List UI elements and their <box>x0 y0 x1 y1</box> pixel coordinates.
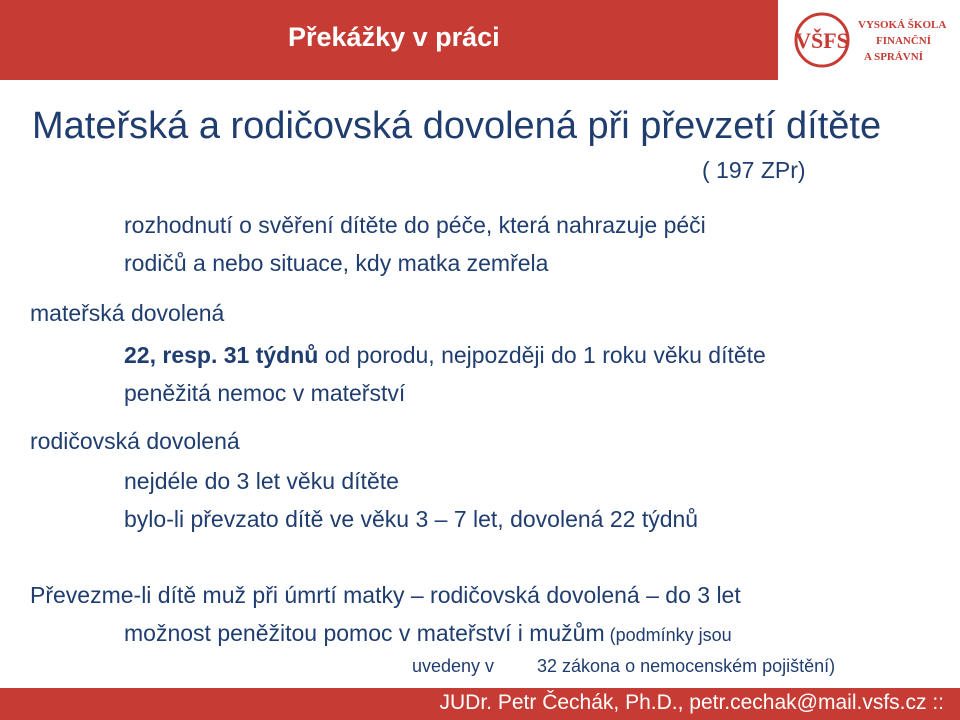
text-line-11b: 32 zákona o nemocenském pojištění) <box>537 656 836 676</box>
logo-line-2: FINANČNÍ <box>876 35 931 47</box>
weeks-bold: 22, resp. 31 týdnů <box>124 342 319 368</box>
footer-author-contact: JUDr. Petr Čechák, Ph.D., petr.cechak@mail.vsfs.cz :: <box>439 691 944 714</box>
logo-monogram: VŠFS <box>795 28 849 53</box>
text-line-4 <box>124 342 766 369</box>
heading-maternity-leave: mateřská dovolená <box>30 300 225 326</box>
text-line-2: rodičů a nebo situace, kdy matka zemřela <box>124 250 549 276</box>
text-line-4-rest: od porodu, nejpozději do 1 roku věku dítěte <box>318 342 766 368</box>
text-line-8: bylo-li převzato dítě ve věku 3 – 7 let, dovolená 22 týdnů <box>124 506 699 532</box>
logo-graphic <box>792 12 952 68</box>
slide-section-title: Překážky v práci <box>288 22 500 52</box>
logo-line-3: A SPRÁVNÍ <box>864 51 923 63</box>
slide-title: Mateřská a rodičovská dovolená při převzetí dítěte <box>32 105 882 147</box>
text-line-7: nejdéle do 3 let věku dítěte <box>124 468 399 494</box>
heading-parental-leave: rodičovská dovolená <box>30 428 240 454</box>
text-line-11a: uvedeny v <box>412 656 495 676</box>
text-line-10-main: možnost peněžitou pomoc v mateřství i mužům <box>124 620 605 646</box>
logo-line-1: VYSOKÁ ŠKOLA <box>858 19 947 31</box>
text-line-1: rozhodnutí o svěření dítěte do péče, která nahrazuje péči <box>124 212 706 238</box>
school-logo <box>792 12 952 68</box>
text-line-10-small: (podmínky jsou <box>604 625 732 645</box>
footer-band <box>0 688 960 720</box>
text-line-10 <box>124 620 732 647</box>
law-reference: ( 197 ZPr) <box>702 157 806 183</box>
text-line-5: peněžitá nemoc v mateřství <box>124 380 406 406</box>
text-line-9: Převezme-li dítě muž při úmrtí matky – rodičovská dovolená – do 3 let <box>30 582 741 608</box>
